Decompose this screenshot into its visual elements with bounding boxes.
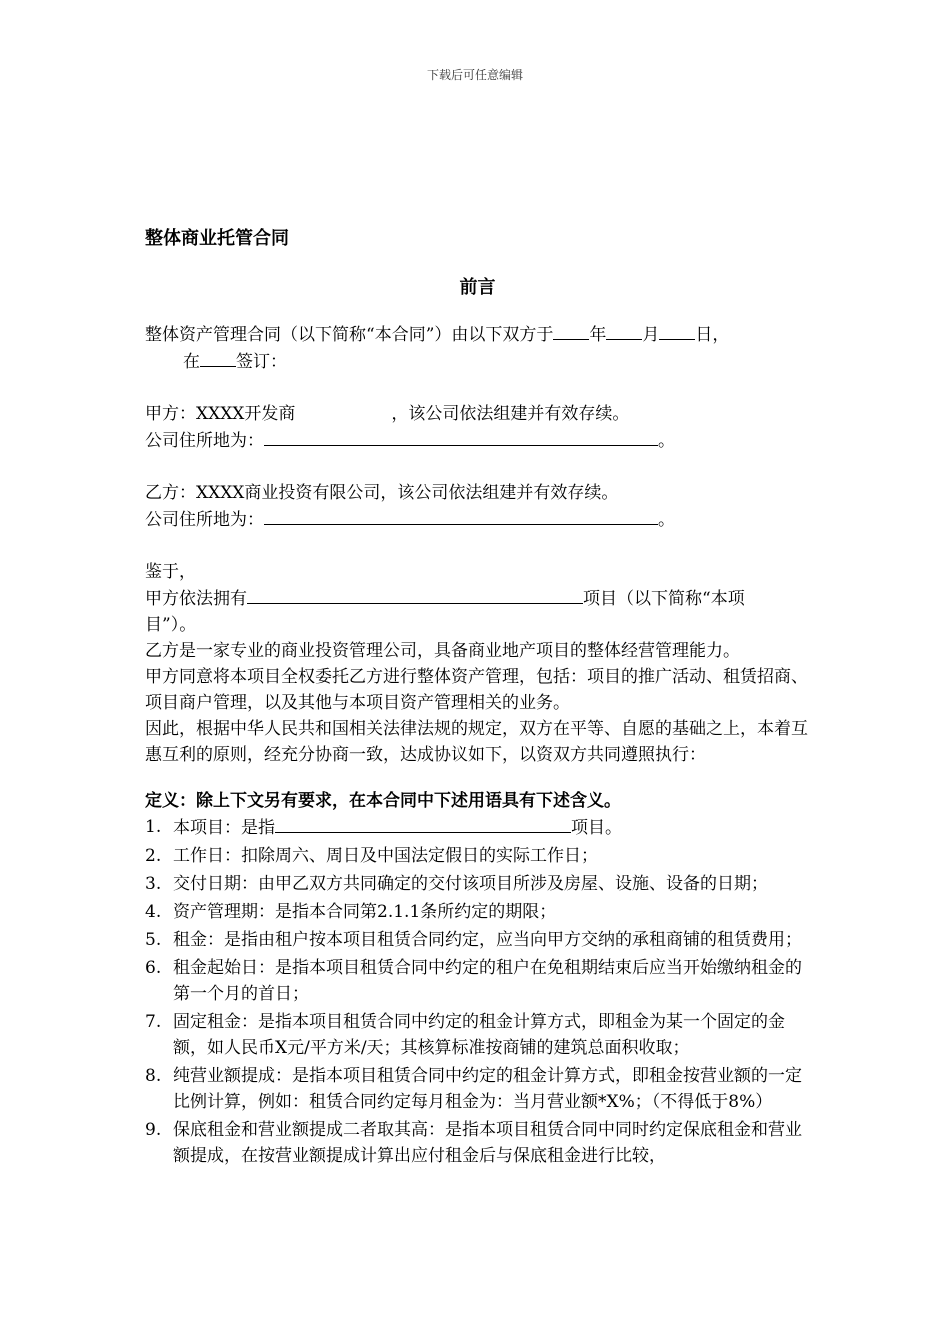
definition-number: 2. [145,846,162,866]
whereas-project-label: 项目（以下简称“本项 [583,589,745,609]
definition-text: 资产管理期：是指本合同第2.1.1条所约定的期限； [173,902,557,922]
day-label: 日， [695,325,730,345]
header-note: 下载后可任意编辑 [426,68,523,82]
whereas-line-1-cont: 目”）。 [145,615,197,635]
signed-label: 签订： [236,352,287,372]
definition-number: 7. [145,1012,162,1032]
document-body [145,226,810,1171]
party-b-line: 乙方：XXXX商业投资有限公司，该公司依法组建并有效存续。 [145,483,619,503]
definition-number: 6. [145,958,162,978]
intro-line-2 [145,348,810,375]
definition-number: 8. [145,1066,162,1086]
definition-item [145,899,810,925]
preface-title: 前言 [459,277,496,298]
definitions-heading: 定义：除上下文另有要求，在本合同中下述用语具有下述含义。 [145,791,621,811]
project-name-blank [247,585,583,604]
definition-item [145,1009,810,1061]
whereas-own-label: 甲方依法拥有 [145,589,247,609]
party-a-address-label: 公司住所地为： [145,431,264,451]
party-a-address-end: 。 [658,431,675,451]
year-label: 年 [589,325,607,345]
party-a-suffix: ，该公司依法组建并有效存续。 [391,404,630,424]
definition-item [145,814,810,841]
definition-number: 1. [145,817,162,837]
definition-number: 3. [145,874,162,894]
intro-text: 整体资产管理合同（以下简称“本合同”）由以下双方于 [145,325,554,345]
party-a-address-blank [264,427,658,446]
party-b-address-end: 。 [658,510,675,530]
month-label: 月 [642,325,660,345]
definition-item [145,955,810,1007]
definition-text: 保底租金和营业额提成二者取其高：是指本项目租赁合同中同时约定保底租金和营业额提成，在按营业额提成计算出应付租金后与保底租金进行比较， [173,1120,802,1166]
definition-text: 租金：是指由租户按本项目租赁合同约定，应当向甲方交纳的承租商铺的租赁费用； [173,930,802,950]
party-b-address-label: 公司住所地为： [145,510,264,530]
whereas-line-1 [145,585,810,612]
month-blank [606,321,642,340]
definition-number: 9. [145,1120,162,1140]
party-a-line [145,401,810,427]
definition-item [145,927,810,953]
definition-text: 交付日期：由甲乙双方共同确定的交付该项目所涉及房屋、设施、设备的日期； [173,874,768,894]
definition-item [145,1063,810,1115]
place-blank [200,348,236,367]
year-blank [553,321,589,340]
definition-number: 5. [145,930,162,950]
definition-item [145,843,810,869]
definition-number: 4. [145,902,162,922]
party-b-address [145,506,810,533]
definition-1-label: 本项目：是指 [173,818,275,838]
intro-line-1 [145,321,810,348]
day-blank [659,321,695,340]
whereas-paragraph-3: 甲方同意将本项目全权委托乙方进行整体资产管理，包括：项目的推广活动、租赁招商、项目商户管理，以及其他与本项目资产管理相关的业务。 [145,667,808,713]
definition-1-blank [275,814,571,833]
definition-item [145,1117,810,1169]
definition-text: 租金起始日：是指本项目租赁合同中约定的租户在免租期结束后应当开始缴纳租金的第一个月的首日； [173,958,802,1004]
party-a-address [145,427,810,454]
document-title: 整体商业托管合同 [145,228,289,249]
definitions-list [145,814,810,1169]
definition-item [145,871,810,897]
definition-text: 纯营业额提成：是指本项目租赁合同中约定的租金计算方式，即租金按营业额的一定比例计算，例如：租赁合同约定每月租金为：当月营业额*X%；（不得低于8%） [173,1066,802,1112]
definition-text: 工作日：扣除周六、周日及中国法定假日的实际工作日； [173,846,598,866]
party-a-name: 甲方：XXXX开发商 [145,404,296,424]
whereas-paragraph-4: 因此，根据中华人民共和国相关法律法规的规定，双方在平等、自愿的基础之上，本着互惠互利的原则，经充分协商一致，达成协议如下，以资双方共同遵照执行： [145,719,808,765]
whereas-paragraph-2: 乙方是一家专业的商业投资管理公司，具备商业地产项目的整体经营管理能力。 [145,641,740,661]
place-label: 在 [183,352,200,372]
whereas-title: 鉴于， [145,562,196,582]
definition-text: 固定租金：是指本项目租赁合同中约定的租金计算方式，即租金为某一个固定的金额，如人民币X元/平方米/天；其核算标准按商铺的建筑总面积收取； [173,1012,785,1058]
party-b-address-blank [264,506,658,525]
definition-1-end: 项目。 [571,818,622,838]
definition-text [173,814,810,841]
